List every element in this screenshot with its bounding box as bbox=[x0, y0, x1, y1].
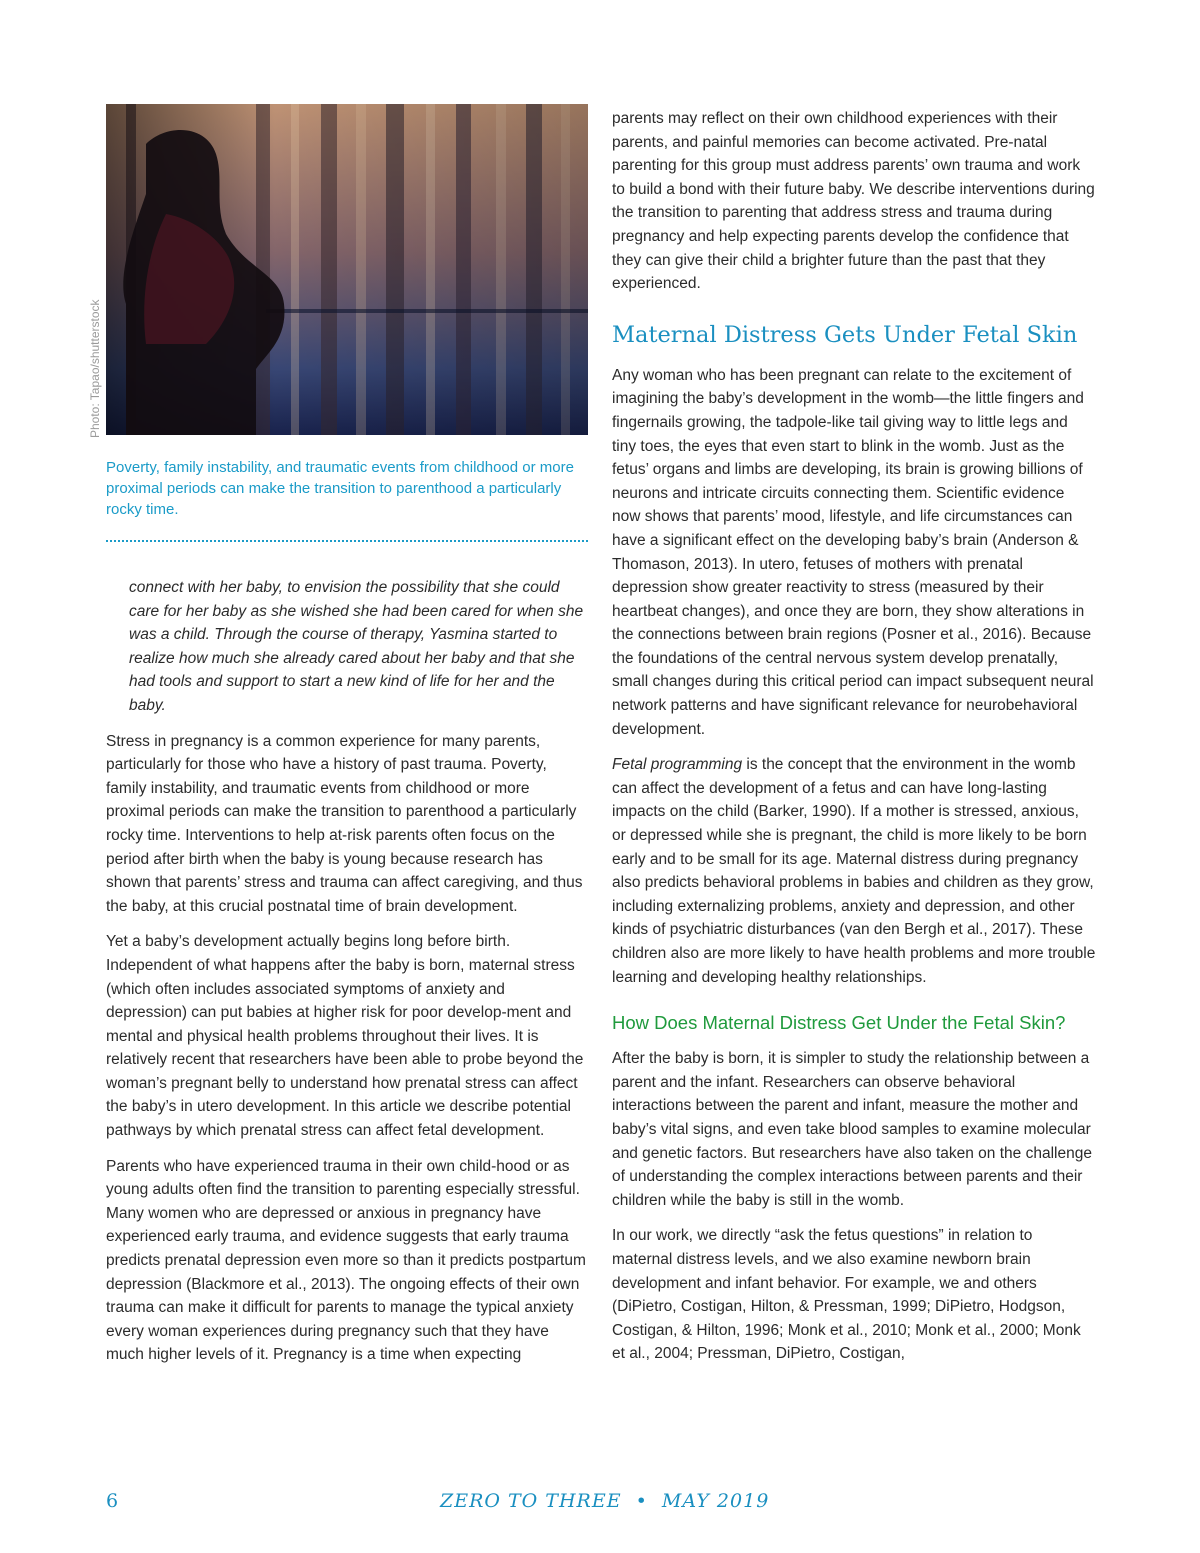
left-column bbox=[106, 104, 588, 1367]
fetal-programming-text: is the concept that the environment in the womb can affect the development of a fetus and can have long-lasting impacts on the child (Barker, 1990). If a mother is stressed, anxious, or depressed while she is pregnant, the child is more likely to be born early and to be small for its age. Maternal distress during pregnancy also predicts behavioral problems in babies and children as they grow, including externalizing problems, anxiety and depression, and other kinds of psychiatric disturbances (van den Bergh et al., 2017). These children also are more likely to have health problems and more trouble learning and developing healthy relationships. bbox=[612, 756, 1096, 986]
subsection-heading: How Does Maternal Distress Get Under the Fetal Skin? bbox=[612, 1012, 1066, 1034]
paragraph-our-work: In our work, we directly “ask the fetus questions” in relation to maternal distress levels, and we also examine newborn brain development and infant behavior. For example, we and others (DiPietro, Costigan, Hilton, & Pressman, 1999; DiPietro, Hodgson, Costigan, & Hilton, 1996; Monk et al., 2010; Monk et al., 2000; Monk et al., 2004; Pressman, DiPietro, Costigan, bbox=[612, 1227, 1081, 1363]
fetal-programming-term: Fetal programming bbox=[612, 756, 743, 774]
page-number: 6 bbox=[106, 1490, 119, 1512]
paragraph-stress-in-pregnancy: Stress in pregnancy is a common experience for many parents, particularly for those who have a history of past trauma. Poverty, family instability, and traumatic events from childhood or more proximal periods can make the transition to parenthood a particularly rocky time. Interventions to help at-risk parents often focus on the period after birth when the baby is young because research has shown that parents’ stress and trauma can affect caregiving, and thus the baby, at this crucial postnatal time of brain development. bbox=[106, 732, 583, 915]
photo-illustration bbox=[106, 104, 588, 435]
paragraph-continued: parents may reflect on their own childhood experiences with their parents, and painful memories can become activated. Pre-natal parenting for this group must address parents’ own trauma and work to build a bond with their future baby. We describe interventions during the transition to parenting that address stress and trauma during pregnancy and help expecting parents develop the confidence that they can give their child a brighter future than the past that they experienced. bbox=[612, 110, 1095, 293]
paragraph-fetal-programming bbox=[612, 753, 1096, 989]
pregnant-woman-photo bbox=[106, 104, 588, 435]
photo-credit: Photo: Tapao/shutterstock bbox=[88, 299, 102, 438]
dotted-divider bbox=[106, 540, 588, 542]
paragraph-development-before-birth: Yet a baby’s development actually begins long before birth. Independent of what happens after the baby is born, maternal stress (which often includes associated symptoms of anxiety and depression) can put babies at higher risk for poor develop-ment and mental and physical health problems throughout their lives. It is relatively recent that researchers have been able to probe beyond the woman’s pregnant belly to understand how prenatal stress can affect the baby’s in utero development. In this article we describe potential pathways by which prenatal stress can affect fetal development. bbox=[106, 933, 584, 1140]
case-study-quote: connect with her baby, to envision the possibility that she could care for her baby as she wished she had been cared for when she was a child. Through the course of therapy, Yasmina started to realize how much she already cared about her baby and that she had tools and support to start a new kind of life for her and the baby. bbox=[129, 579, 584, 714]
right-column bbox=[612, 107, 1096, 1366]
paragraph-fetal-development: Any woman who has been pregnant can relate to the excitement of imagining the baby’s development in the womb—the little fingers and fingernails growing, the tadpole-like tail giving way to little legs and tiny toes, the eyes that even start to blink in the womb. Just as the fetus’ organs and limbs are developing, its brain is growing billions of neurons and intricate circuits connecting them. Scientific evidence now shows that parents’ mood, lifestyle, and life circumstances can have a significant effect on the developing baby’s brain (Anderson & Thomason, 2013). In utero, fetuses of mothers with prenatal depression show greater reactivity to stress (measured by their heartbeat changes), and once they are born, they show alterations in the connections between brain regions (Posner et al., 2016). Because the foundations of the central nervous system develop prenatally, small changes during this critical period can impact subsequent neural network patterns and have significant relevance for neurobehavioral development. bbox=[612, 366, 1094, 738]
section-heading: Maternal Distress Gets Under Fetal Skin bbox=[612, 321, 1078, 348]
paragraph-studying-relationship: After the baby is born, it is simpler to study the relationship between a parent and the infant. Researchers can observe behavioral interactions between the parent and infant, measure the mother and baby’s vital signs, and even take blood samples to examine molecular and genetic factors. But researchers have also taken on the challenge of understanding the complex interactions between parents and their children while the baby is still in the womb. bbox=[612, 1050, 1092, 1209]
paragraph-parents-trauma: Parents who have experienced trauma in their own child-hood or as young adults often find the transition to parenting especially stressful. Many women who are depressed or anxious in pregnancy have experienced early trauma, and evidence suggests that early trauma predicts prenatal depression even more so than it predicts postpartum depression (Blackmore et al., 2013). The ongoing effects of their own trauma can make it difficult for parents to manage the typical anxiety every woman experiences during pregnancy such that they have much higher levels of it. Pregnancy is a time when expecting bbox=[106, 1157, 586, 1364]
photo-caption: Poverty, family instability, and traumatic events from childhood or more proximal periods can make the transition to parenthood a particularly rocky time. bbox=[106, 459, 574, 518]
footer-masthead bbox=[440, 1490, 769, 1512]
masthead-text: ZERO TO THREE • MAY 2019 bbox=[440, 1490, 770, 1512]
